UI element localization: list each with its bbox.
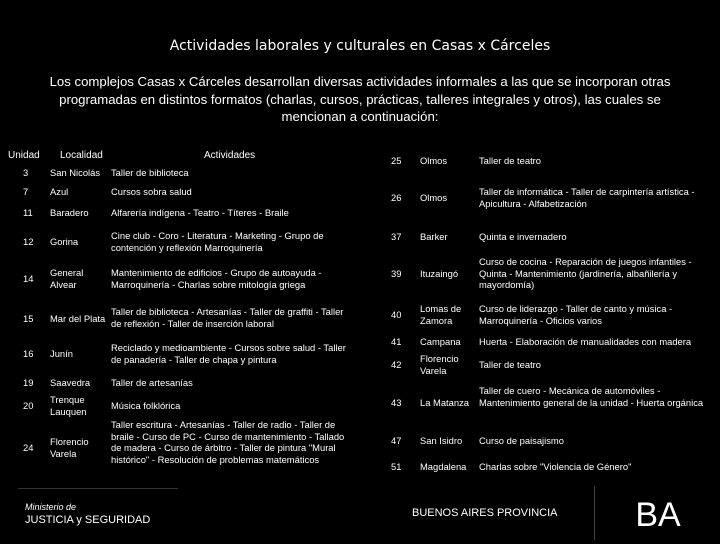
cell-unidad: 12 bbox=[23, 236, 34, 247]
ministry-name: JUSTICIA y SEGURIDAD bbox=[25, 514, 151, 526]
cell-unidad: 26 bbox=[391, 192, 402, 203]
cell-actividades: Taller de teatro bbox=[479, 359, 542, 370]
cell-unidad: 20 bbox=[23, 400, 34, 411]
cell-unidad: 14 bbox=[23, 273, 34, 284]
cell-localidad: Baradero bbox=[50, 207, 89, 218]
cell-unidad: 41 bbox=[391, 336, 402, 347]
cell-unidad: 39 bbox=[391, 268, 402, 279]
cell-localidad: Olmos bbox=[420, 192, 448, 203]
cell-actividades: Música folklórica bbox=[111, 400, 181, 411]
cell-actividades: Taller de informática - Taller de carpintería artística - Apicultura - Alfabetización bbox=[479, 186, 695, 209]
cell-actividades: Mantenimiento de edificios - Grupo de autoayuda - Marroquinería - Charlas sobre mitología griega bbox=[111, 267, 322, 290]
cell-unidad: 19 bbox=[23, 377, 34, 388]
cell-actividades: Charlas sobre "Violencia de Género" bbox=[479, 461, 632, 472]
cell-localidad: Junín bbox=[50, 348, 73, 359]
intro-paragraph: Los complejos Casas x Cárceles desarrollan diversas actividades informales a las que se incorporan otras programadas en distintos formatos (charlas, cursos, prácticas, talleres integrales y otros), las cuales se mencionan a continuación: bbox=[49, 74, 671, 124]
cell-localidad: Azul bbox=[50, 186, 69, 197]
cell-actividades: Taller de biblioteca - Artesanías - Taller de graffiti - Taller de reflexión - Taller de inserción laboral bbox=[111, 306, 344, 329]
cell-localidad: Gorina bbox=[50, 236, 79, 247]
cell-localidad: Olmos bbox=[420, 155, 448, 166]
cell-unidad: 37 bbox=[391, 231, 402, 242]
cell-unidad: 24 bbox=[23, 442, 34, 453]
cell-unidad: 7 bbox=[23, 186, 29, 197]
cell-actividades: Huerta - Elaboración de manualidades con madera bbox=[479, 336, 692, 347]
cell-unidad: 25 bbox=[391, 155, 402, 166]
cell-actividades: Curso de liderazgo - Taller de canto y música - Marroquinería - Oficios varios bbox=[479, 303, 673, 326]
cell-unidad: 42 bbox=[391, 359, 402, 370]
header-localidad: Localidad bbox=[60, 150, 103, 161]
cell-unidad: 15 bbox=[23, 313, 34, 324]
province-label: BUENOS AIRES PROVINCIA bbox=[412, 507, 558, 519]
cell-localidad: San Isidro bbox=[420, 435, 463, 446]
cell-actividades: Cursos sobra salud bbox=[111, 186, 192, 197]
cell-unidad: 3 bbox=[23, 167, 29, 178]
cell-localidad: Florencio Varela bbox=[420, 353, 459, 376]
cell-localidad: Trenque Lauquen bbox=[50, 394, 87, 417]
cell-localidad: Florencio Varela bbox=[50, 436, 89, 459]
cell-actividades: Curso de paisajismo bbox=[479, 435, 564, 446]
cell-actividades: Taller escritura - Artesanías - Taller de radio - Taller de braile - Curso de PC - Curso de mantenimiento - Tallado de madera - Curso de árbitro - Taller de pintura "Mural histórico" - Resolución de problemas matemáticos bbox=[111, 419, 345, 465]
cell-unidad: 40 bbox=[391, 309, 402, 320]
cell-localidad: Mar del Plata bbox=[50, 313, 106, 324]
cell-unidad: 43 bbox=[391, 397, 402, 408]
cell-localidad: La Matanza bbox=[420, 397, 469, 408]
cell-localidad: Saavedra bbox=[50, 377, 91, 388]
header-actividades: Actividades bbox=[204, 150, 256, 161]
ba-logo: BA bbox=[594, 486, 720, 540]
cell-unidad: 11 bbox=[23, 207, 33, 218]
cell-localidad: Barker bbox=[420, 231, 448, 242]
cell-actividades: Alfarería indígena - Teatro - Títeres - Braile bbox=[111, 207, 289, 218]
page-title: Actividades laborales y culturales en Casas x Cárceles bbox=[169, 38, 551, 54]
cell-localidad: San Nicolás bbox=[50, 167, 101, 178]
cell-localidad: General Alvear bbox=[50, 267, 84, 290]
cell-unidad: 47 bbox=[391, 435, 402, 446]
ministry-label: Ministerio de bbox=[25, 502, 77, 512]
cell-localidad: Ituzaingó bbox=[420, 268, 459, 279]
header-unidad: Unidad bbox=[8, 150, 40, 161]
cell-localidad: Campana bbox=[420, 336, 461, 347]
cell-localidad: Magdalena bbox=[420, 461, 467, 472]
cell-actividades: Reciclado y medioambiente - Cursos sobre salud - Taller de panadería - Taller de chapa y pintura bbox=[111, 342, 346, 365]
cell-actividades: Taller de biblioteca bbox=[111, 167, 189, 178]
cell-unidad: 16 bbox=[23, 348, 34, 359]
cell-actividades: Taller de artesanías bbox=[111, 377, 193, 388]
cell-localidad: Lomas de Zamora bbox=[420, 303, 462, 326]
cell-actividades: Curso de cocina - Reparación de juegos infantiles - Quinta - Mantenimiento (jardinería, albañilería y mayordomía) bbox=[479, 256, 692, 290]
cell-actividades: Quinta e invernadero bbox=[479, 231, 567, 242]
cell-actividades: Cine club - Coro - Literatura - Marketing - Grupo de contención y reflexión Marroquinería bbox=[111, 230, 324, 253]
cell-unidad: 51 bbox=[391, 461, 402, 472]
cell-actividades: Taller de teatro bbox=[479, 155, 542, 166]
cell-actividades: Taller de cuero - Mecánica de automóviles - Mantenimiento general de la unidad - Huerta orgánica bbox=[479, 385, 704, 408]
